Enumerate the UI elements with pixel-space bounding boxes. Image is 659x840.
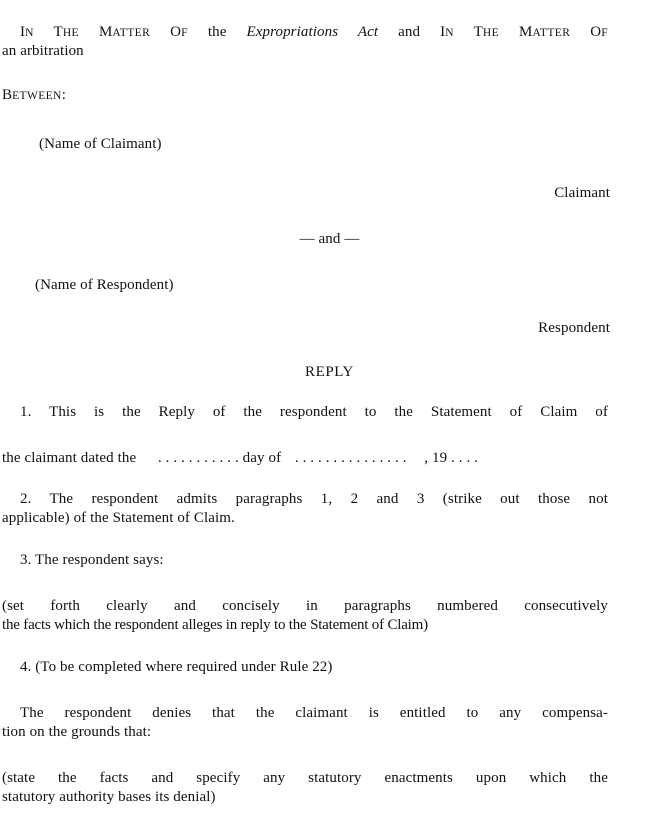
para4-line1: 4. (To be completed where required under Rule 22)	[20, 659, 333, 675]
year-blank: . . . .	[451, 450, 478, 466]
heading-line-2: an arbitration	[2, 43, 84, 59]
para1-line2-b: day of	[242, 450, 282, 466]
heading-in-1: IN	[20, 24, 34, 40]
para1-line2	[2, 450, 478, 467]
para1-line1: 1. This is the Reply of the respondent to the Statement of Claim of	[20, 404, 608, 420]
para4-denial-line1: The respondent denies that the claimant is entitled to any compensa-	[20, 705, 608, 721]
heading-matter-1: MATTER	[98, 24, 151, 40]
claimant-name: (Name of Claimant)	[39, 136, 162, 152]
para3-line1: 3. The respondent says:	[20, 552, 164, 568]
heading-the-2: THE	[473, 24, 500, 40]
heading-of-1: OF	[170, 24, 188, 40]
act-title: Expropriations Act	[246, 24, 379, 40]
para3-instruction-line1: (set forth clearly and concisely in paragraphs numbered consecutively	[2, 598, 608, 614]
heading-and-word: and	[398, 24, 421, 40]
para4-instruction-line1: (state the facts and specify any statutory enactments upon which the	[2, 770, 608, 786]
claimant-label: Claimant	[554, 185, 610, 201]
para3-instruction-line2: the facts which the respondent alleges in reply to the Statement of Claim)	[2, 617, 428, 633]
respondent-label: Respondent	[538, 320, 610, 336]
document-title: REPLY	[304, 364, 354, 380]
month-blank: . . . . . . . . . . . . . . .	[294, 450, 407, 466]
day-blank: . . . . . . . . . . .	[157, 450, 239, 466]
para4-instruction-line2: statutory authority bases its denial)	[2, 789, 216, 805]
para2-line2: applicable) of the Statement of Claim.	[2, 510, 235, 526]
heading-of-2: OF	[590, 24, 608, 40]
heading-matter-2: MATTER	[519, 24, 571, 40]
heading-the-word: the	[207, 24, 227, 40]
between-label: BETWEEN:	[2, 87, 67, 103]
para2-line1: 2. The respondent admits paragraphs 1, 2 and 3 (strike out those not	[20, 491, 608, 507]
heading-the-1: THE	[53, 24, 79, 40]
heading-in-2: IN	[440, 24, 454, 40]
para1-line2-a: the claimant dated the	[2, 450, 137, 466]
para4-denial-line2: tion on the grounds that:	[2, 724, 152, 740]
para1-line2-c: , 19	[424, 450, 448, 466]
and-separator: — and —	[299, 231, 360, 247]
heading-line-1	[20, 24, 608, 42]
respondent-name: (Name of Respondent)	[35, 277, 174, 293]
